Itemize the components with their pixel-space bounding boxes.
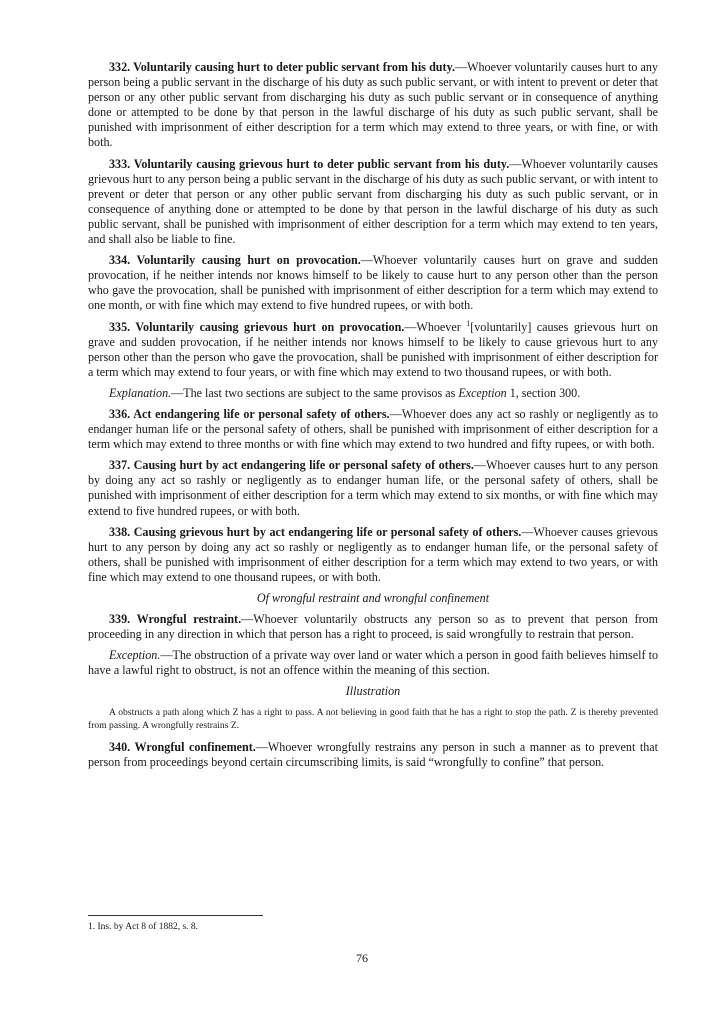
section-body: [voluntarily] causes grievous hurt on grave and sudden provocation, if he neither intends nor knows himself to be likely to cause grievous hurt to any person other than the person who gave the provocation, shall be punished with imprisonment of either description for a term which may extend to four years, or with fine which may extend to two thousand rupees, or with both. [88, 319, 658, 379]
section-body: —Whoever [404, 319, 467, 334]
exception-ref: Exception [458, 385, 507, 400]
section-340 [88, 740, 658, 770]
section-338 [88, 525, 658, 585]
section-heading: 337. Causing hurt by act endangering life or personal safety of others. [109, 458, 474, 473]
section-body: —Whoever causes grievous hurt to any person by doing any act so rashly or negligently as to endanger human life, or the personal safety of others, shall be punished with imprisonment of either description for a term which may extend to two years, or with fine which may extend to one thousand rupees, or with both. [88, 524, 658, 584]
section-335 [88, 320, 658, 380]
section-334 [88, 253, 658, 313]
section-body: —Whoever causes hurt to any person by doing any act so rashly or negligently as to endanger human life, or the personal safety of others, shall be punished with imprisonment of either description for a term which may extend to six months, or with fine which may extend to five hundred rupees, or with both. [88, 458, 658, 518]
section-body: —Whoever does any act so rashly or negligently as to endanger human life or the personal safety of others, shall be punished with imprisonment of either description for a term which may extend to three months or with fine which may extend to two hundred and fifty rupees, or with both. [88, 406, 659, 452]
chapter-subheading: Of wrongful restraint and wrongful confinement [256, 591, 490, 605]
section-heading: 338. Causing grievous hurt by act endangering life or personal safety of others. [109, 524, 522, 539]
section-heading: 333. Voluntarily causing grievous hurt to deter public servant from his duty. [109, 156, 510, 171]
footnote-ref[interactable]: 1 [466, 318, 471, 328]
illustration-label: Illustration [345, 684, 401, 699]
section-heading: 339. Wrongful restraint. [109, 612, 242, 627]
section-heading: 336. Act endangering life or personal safety of others. [109, 406, 390, 421]
footnote-divider [88, 915, 263, 916]
section-337 [88, 458, 658, 518]
exception-label: Exception. [109, 648, 161, 663]
section-336 [88, 407, 658, 452]
section-body: —Whoever voluntarily obstructs any person so as to prevent that person from proceeding in any direction in which that person has a right to proceed, is said wrongfully to restrain that person. [88, 612, 658, 642]
section-heading: 332. Voluntarily causing hurt to deter public servant from his duty. [109, 60, 455, 74]
document-page [88, 60, 658, 776]
section-339 [88, 612, 658, 642]
explanation-text: 1, section 300. [506, 385, 581, 400]
section-body: —Whoever wrongfully restrains any person in such a manner as to prevent that person from proceedings beyond certain circumscribing limits, is said “wrongfully to confine” that person. [88, 739, 658, 769]
section-body: —Whoever voluntarily causes hurt on grave and sudden provocation, if he neither intends nor knows himself to be likely to cause hurt to any person other than the person who gave the provocation, shall be punished with imprisonment of either description for a term which may extend to one month, or with fine which may extend to five hundred rupees, or with both. [88, 253, 658, 313]
exception [88, 648, 658, 678]
explanation-text: —The last two sections are subject to the same provisos as [171, 385, 459, 400]
section-heading: 335. Voluntarily causing grievous hurt on provocation. [109, 319, 405, 334]
section-body: —Whoever voluntarily causes hurt to any person being a public servant in the discharge of his duty as such public servant, or with intent to prevent or deter that person or any other public servant from discharging his duty as such public servant or in consequence of anything done or attempted to be done by that person in the lawful discharge of his duty as such public servant, shall be punished with imprisonment of either description for a term which may extend to three years, or with fine, or with both. [88, 60, 658, 150]
section-heading: 334. Voluntarily causing hurt on provocation. [109, 253, 361, 268]
explanation [88, 386, 658, 401]
section-332 [88, 60, 658, 151]
explanation-label: Explanation. [109, 385, 172, 400]
section-333 [88, 157, 658, 248]
footnote: 1. Ins. by Act 8 of 1882, s. 8. [88, 922, 199, 932]
section-heading: 340. Wrongful confinement. [109, 739, 256, 754]
exception-text: —The obstruction of a private way over land or water which a person in good faith believes himself to have a lawful right to obstruct, is not an offence within the meaning of this section. [88, 648, 658, 678]
illustration-text: A obstructs a path along which Z has a right to pass. A not believing in good faith that he has a right to stop the path. Z is thereby prevented from passing. A wrongfully restrains Z. [88, 706, 658, 731]
page-number: 76 [356, 951, 368, 965]
section-body: —Whoever voluntarily causes grievous hurt to any person being a public servant in the discharge of his duty as such public servant, or with intent to prevent or deter that person or any other public servant from discharging his duty as such public servant, or in consequence of anything done or attempted to be done by that person in the lawful discharge of his duty as such public servant, shall be punished with imprisonment of either description for a term which may extend to ten years, and shall also be liable to fine. [88, 156, 658, 247]
